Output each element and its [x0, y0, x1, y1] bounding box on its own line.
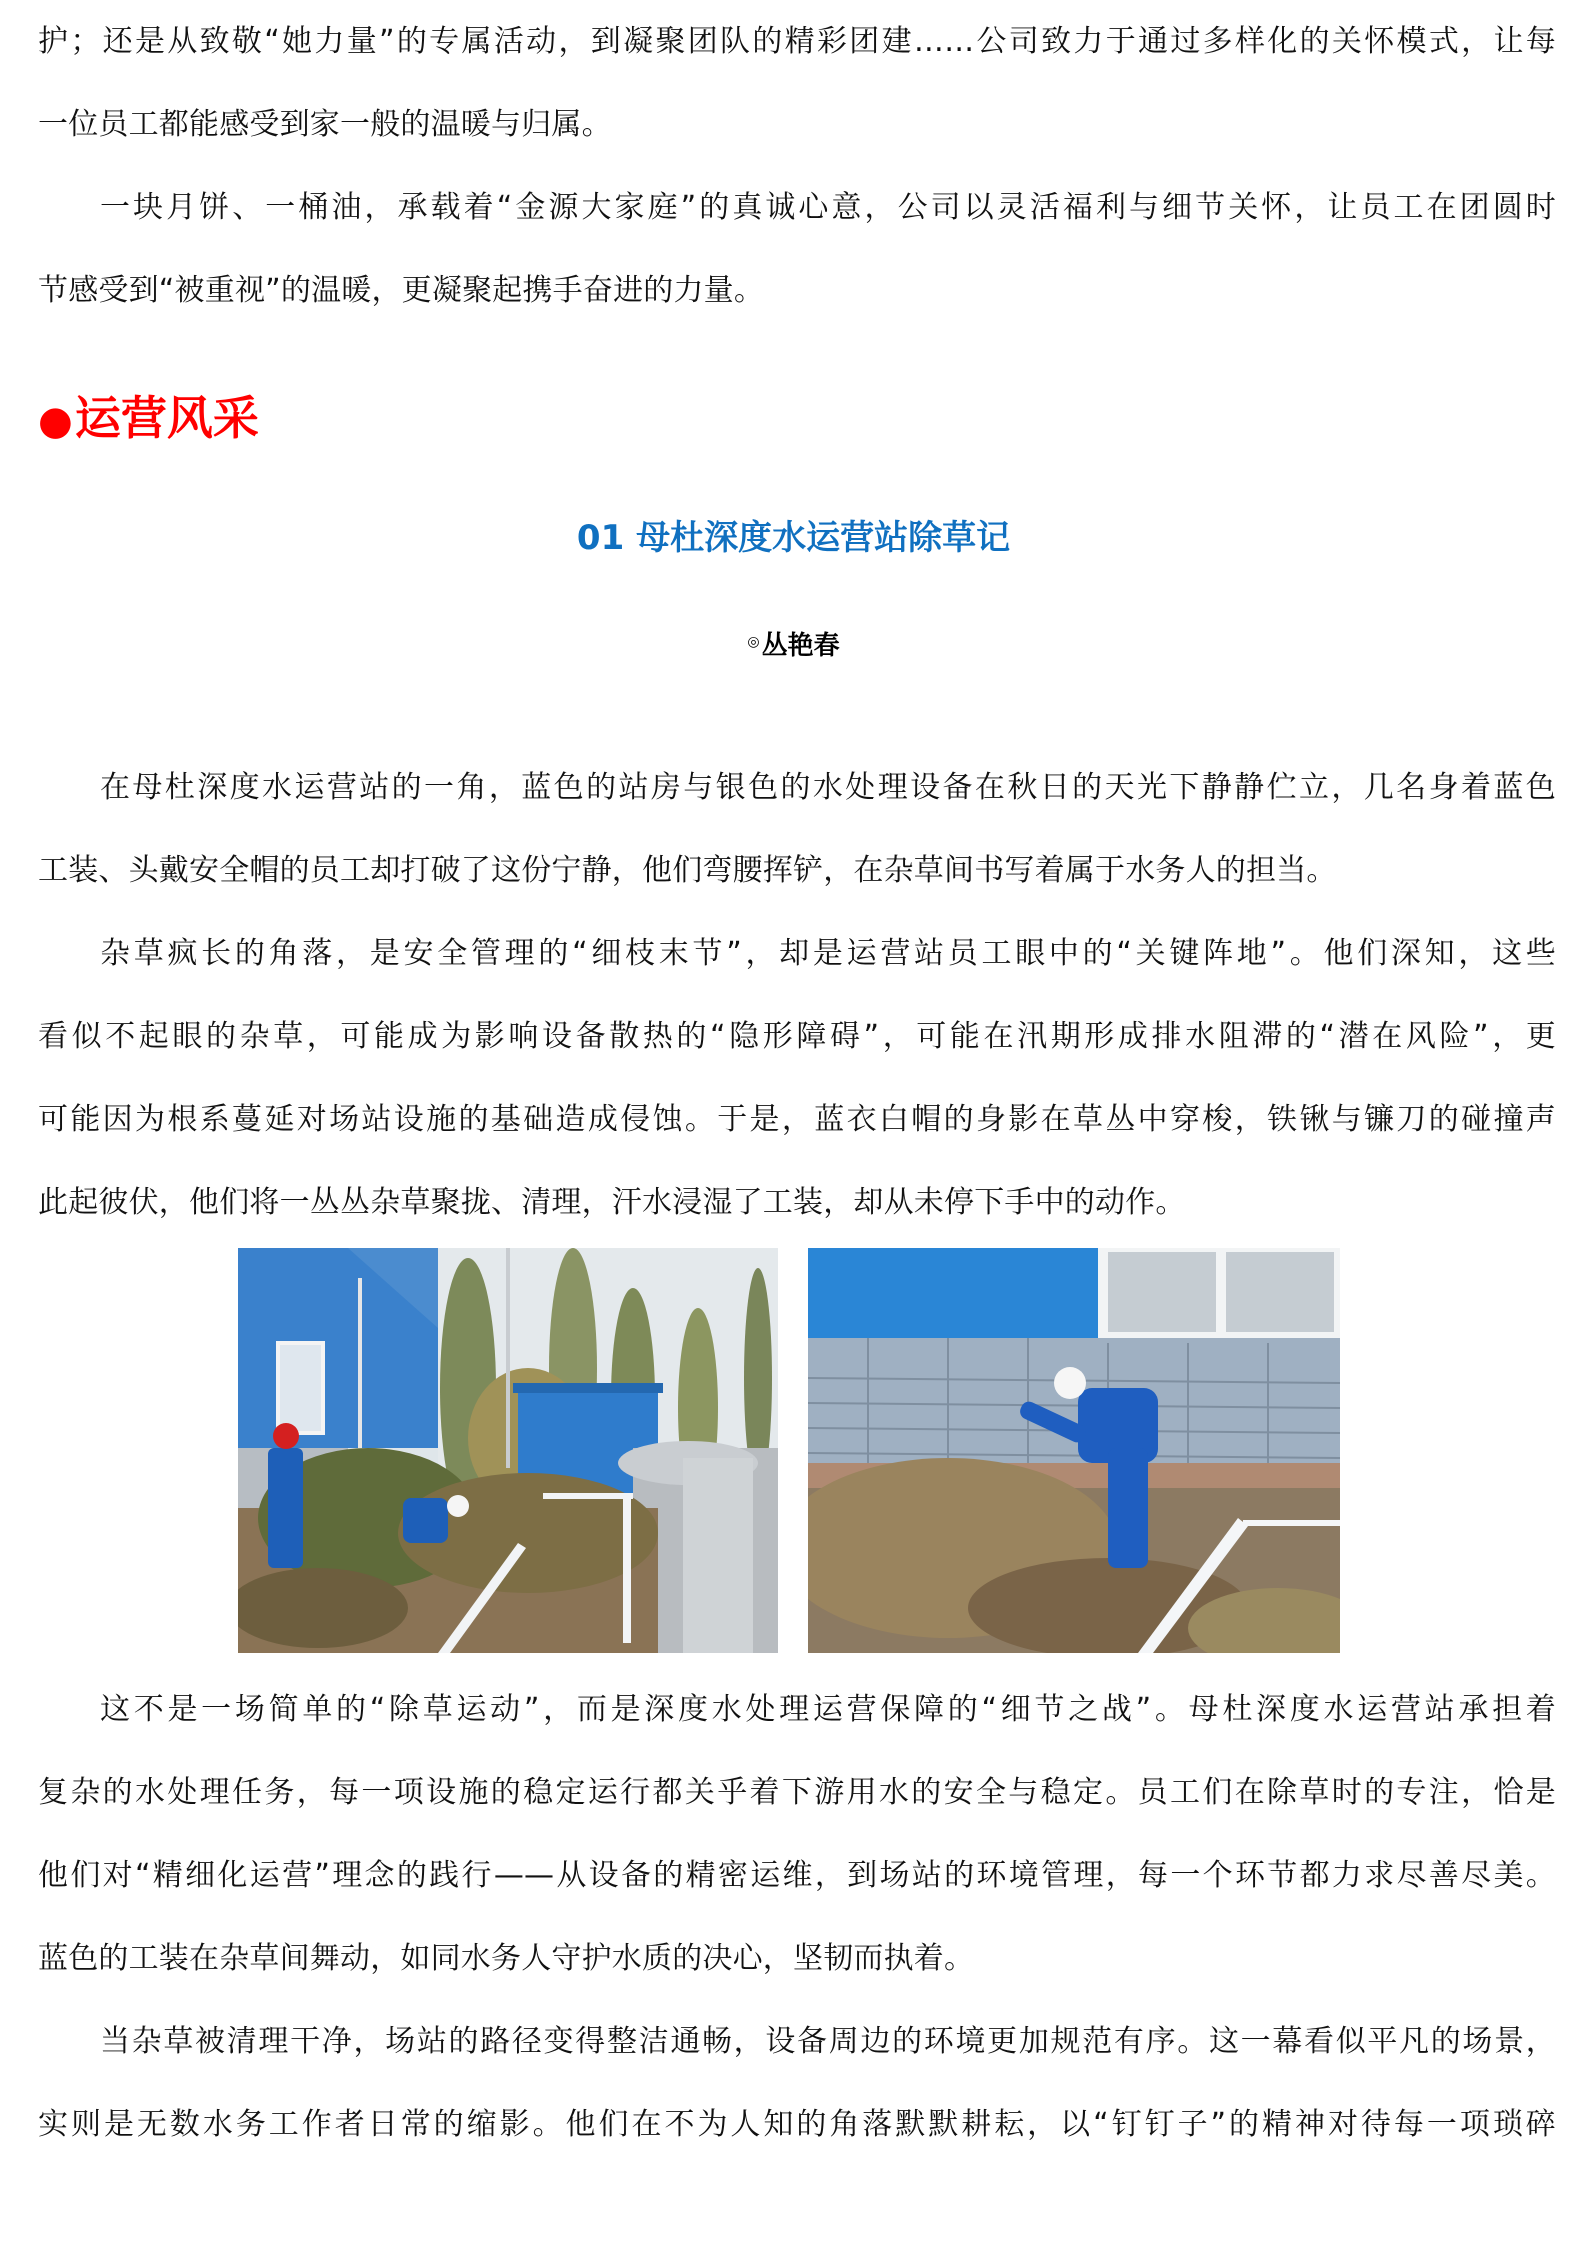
paragraph-line: 这不是一场简单的“除草运动”，而是深度水处理运营保障的“细节之战”。母杜深度水运营站承担着 [100, 1692, 1556, 1727]
paragraph-line: 他们对“精细化运营”理念的践行——从设备的精密运维，到场站的环境管理，每一个环节都力求尽善尽美。 [38, 1858, 1556, 1893]
paragraph-line: 看似不起眼的杂草，可能成为影响设备散热的“隐形障碍”，可能在汛期形成排水阻滞的“潜在风险”，更 [38, 1019, 1556, 1054]
author-name: 丛艳春 [761, 631, 840, 661]
paragraph-line: 当杂草被清理干净，场站的路径变得整洁通畅，设备周边的环境更加规范有序。这一幕看似平凡的场景， [100, 2024, 1556, 2059]
article-title: 01 母杜深度水运营站除草记 [576, 518, 1011, 558]
paragraph-line: 此起彼伏，他们将一丛丛杂草聚拢、清理，汗水浸湿了工装，却从未停下手中的动作。 [38, 1185, 1186, 1220]
byline-mark-icon: ◎ [747, 634, 760, 650]
paragraph-line: 可能因为根系蔓延对场站设施的基础造成侵蚀。于是，蓝衣白帽的身影在草丛中穿梭，铁锹与镰刀的碰撞声 [38, 1102, 1556, 1137]
section-heading [38, 390, 259, 449]
paragraph-line: 复杂的水处理任务，每一项设施的稳定运行都关乎着下游用水的安全与稳定。员工们在除草时的专注，恰是 [38, 1775, 1556, 1810]
bullet-icon: ● [38, 398, 73, 444]
paragraph-line: 杂草疯长的角落，是安全管理的“细枝末节”，却是运营站员工眼中的“关键阵地”。他们深知，这些 [100, 936, 1556, 971]
intro-line: 一块月饼、一桶油，承载着“金源大家庭”的真诚心意，公司以灵活福利与细节关怀，让员工在团圆时 [100, 190, 1556, 225]
paragraph-line: 蓝色的工装在杂草间舞动，如同水务人守护水质的决心，坚韧而执着。 [38, 1941, 975, 1976]
photo-weeding-team [238, 1248, 778, 1653]
paragraph-line: 工装、头戴安全帽的员工却打破了这份宁静，他们弯腰挥铲，在杂草间书写着属于水务人的担当。 [38, 853, 1337, 888]
byline [0, 624, 1587, 664]
photo-worker-pulling-weeds [808, 1248, 1340, 1653]
paragraph-line: 实则是无数水务工作者日常的缩影。他们在不为人知的角落默默耕耘，以“钉钉子”的精神对待每一项琐碎 [38, 2107, 1556, 2142]
photo-image [238, 1248, 778, 1653]
photo-image [808, 1248, 1340, 1653]
section-heading-text: 运营风采 [74, 391, 259, 445]
paragraph-line: 在母杜深度水运营站的一角，蓝色的站房与银色的水处理设备在秋日的天光下静静伫立，几名身着蓝色 [100, 770, 1556, 805]
intro-line: 护；还是从致敬“她力量”的专属活动，到凝聚团队的精彩团建……公司致力于通过多样化的关怀模式，让每 [38, 24, 1556, 59]
intro-line: 一位员工都能感受到家一般的温暖与归属。 [38, 107, 612, 142]
intro-line: 节感受到“被重视”的温暖，更凝聚起携手奋进的力量。 [38, 273, 765, 308]
